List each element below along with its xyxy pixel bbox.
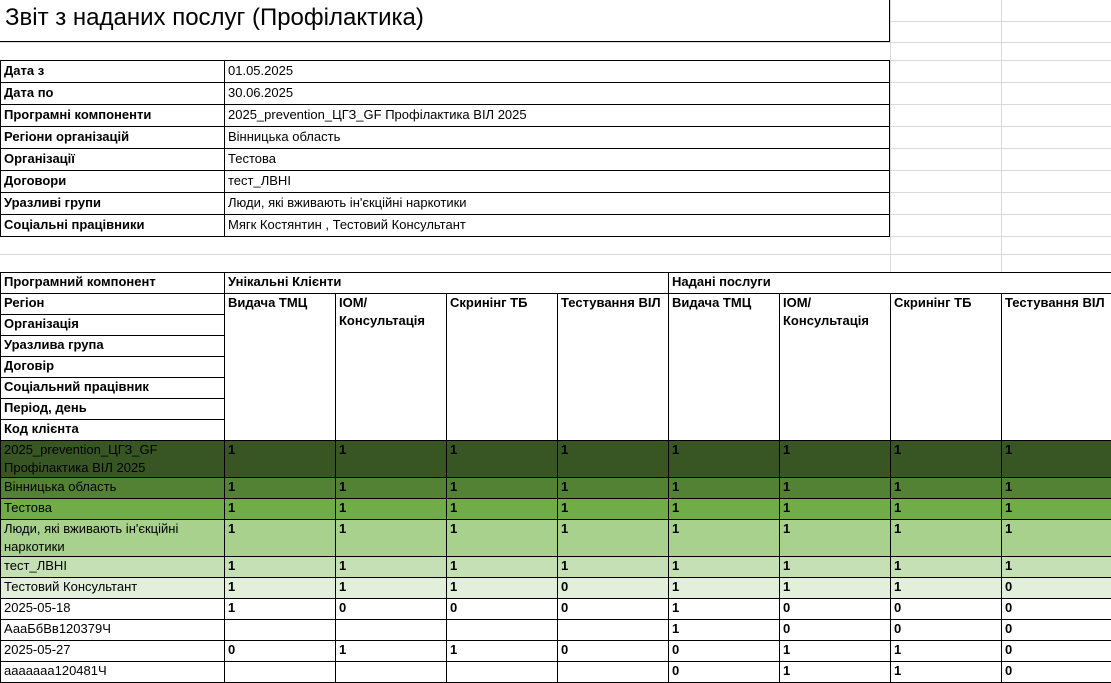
param-row xyxy=(1,61,890,83)
cell-value[interactable]: 1 xyxy=(558,441,669,478)
table-row xyxy=(1,557,1111,578)
row-label[interactable]: Вінницька область xyxy=(1,478,225,499)
header-row xyxy=(1,294,1111,315)
cell-value[interactable]: 1 xyxy=(336,499,447,520)
cell-value[interactable]: 1 xyxy=(669,578,780,599)
dim-header-program-component[interactable]: Програмний компонент xyxy=(1,273,225,294)
cell-value[interactable]: 0 xyxy=(669,641,780,662)
report-parameters-table xyxy=(0,60,890,237)
cell-value[interactable]: 1 xyxy=(780,641,891,662)
cell-value[interactable]: 0 xyxy=(891,599,1002,620)
cell-value[interactable] xyxy=(225,620,336,641)
param-value-date-from[interactable]: 01.05.2025 xyxy=(225,61,890,83)
cell-value[interactable]: 1 xyxy=(669,599,780,620)
cell-value[interactable]: 0 xyxy=(1002,641,1111,662)
param-row xyxy=(1,105,890,127)
cell-value[interactable]: 0 xyxy=(558,578,669,599)
group-header-unique-clients[interactable]: Унікальні Клієнти xyxy=(225,273,669,294)
param-value-vulnerable-groups[interactable]: Люди, які вживають ін'єкційні наркотики xyxy=(225,193,890,215)
metric-header-unique-tmc[interactable]: Видача ТМЦ xyxy=(225,294,336,441)
cell-value[interactable]: 1 xyxy=(225,499,336,520)
cell-value[interactable]: 1 xyxy=(225,578,336,599)
cell-value[interactable]: 1 xyxy=(891,578,1002,599)
row-label[interactable]: 2025_prevention_ЦГЗ_GF Профілактика ВІЛ 2025 xyxy=(1,441,225,478)
dim-header-organization[interactable]: Організація xyxy=(1,315,225,336)
param-label-vulnerable-groups[interactable]: Уразливі групи xyxy=(1,193,225,215)
report-title-cell[interactable] xyxy=(0,0,890,42)
metric-header-unique-consultation[interactable]: ІОМ/ Консультація xyxy=(336,294,447,441)
cell-value[interactable]: 1 xyxy=(669,620,780,641)
cell-value[interactable]: 0 xyxy=(780,620,891,641)
param-value-social-workers[interactable]: Мягк Костянтин , Тестовий Консультант xyxy=(225,215,890,237)
cell-value[interactable]: 1 xyxy=(891,499,1002,520)
cell-value[interactable]: 1 xyxy=(336,441,447,478)
cell-value[interactable]: 1 xyxy=(891,441,1002,478)
cell-value[interactable]: 1 xyxy=(336,557,447,578)
cell-value[interactable] xyxy=(336,662,447,683)
cell-value[interactable]: 1 xyxy=(891,641,1002,662)
cell-value[interactable]: 0 xyxy=(891,620,1002,641)
param-value-regions[interactable]: Вінницька область xyxy=(225,127,890,149)
cell-value[interactable]: 1 xyxy=(1002,499,1111,520)
cell-value[interactable]: 1 xyxy=(780,557,891,578)
cell-value[interactable]: 1 xyxy=(1002,478,1111,499)
cell-value[interactable]: 1 xyxy=(336,520,447,557)
param-label-regions[interactable]: Регіони організацій xyxy=(1,127,225,149)
param-value-date-to[interactable]: 30.06.2025 xyxy=(225,83,890,105)
metric-header-unique-tb-screening[interactable]: Скринінг ТБ xyxy=(447,294,558,441)
metric-header-unique-hiv-testing[interactable]: Тестування ВІЛ xyxy=(558,294,669,441)
cell-value[interactable]: 1 xyxy=(336,641,447,662)
cell-value[interactable]: 1 xyxy=(558,478,669,499)
cell-value[interactable]: 1 xyxy=(780,578,891,599)
cell-value[interactable]: 0 xyxy=(336,599,447,620)
cell-value[interactable]: 1 xyxy=(225,478,336,499)
metric-header-services-tb-screening[interactable]: Скринінг ТБ xyxy=(891,294,1002,441)
table-row xyxy=(1,599,1111,620)
param-row xyxy=(1,193,890,215)
table-row xyxy=(1,578,1111,599)
cell-value[interactable]: 1 xyxy=(1002,441,1111,478)
param-label-date-to[interactable]: Дата по xyxy=(1,83,225,105)
cell-value[interactable]: 1 xyxy=(891,478,1002,499)
row-label[interactable]: 2025-05-18 xyxy=(1,599,225,620)
cell-value[interactable]: 1 xyxy=(225,557,336,578)
param-value-organizations[interactable]: Тестова xyxy=(225,149,890,171)
cell-value[interactable]: 1 xyxy=(447,499,558,520)
services-report-table xyxy=(0,272,1111,683)
cell-value[interactable]: 1 xyxy=(558,499,669,520)
cell-value[interactable] xyxy=(558,662,669,683)
cell-value[interactable] xyxy=(225,662,336,683)
cell-value[interactable]: 1 xyxy=(780,441,891,478)
metric-header-services-hiv-testing[interactable]: Тестування ВІЛ xyxy=(1002,294,1111,441)
cell-value[interactable]: 0 xyxy=(669,662,780,683)
cell-value[interactable]: 0 xyxy=(1002,578,1111,599)
dim-header-contract[interactable]: Договір xyxy=(1,357,225,378)
param-row xyxy=(1,215,890,237)
table-row xyxy=(1,662,1111,683)
dim-header-region[interactable]: Регіон xyxy=(1,294,225,315)
dim-header-social-worker[interactable]: Соціальний працівник xyxy=(1,378,225,399)
dim-header-period-day[interactable]: Період, день xyxy=(1,399,225,420)
cell-value[interactable]: 1 xyxy=(225,441,336,478)
cell-value[interactable]: 1 xyxy=(447,578,558,599)
cell-value[interactable] xyxy=(447,620,558,641)
cell-value[interactable]: 1 xyxy=(447,557,558,578)
param-row xyxy=(1,83,890,105)
cell-value[interactable]: 0 xyxy=(1002,662,1111,683)
row-label[interactable]: ааааааа120481Ч xyxy=(1,662,225,683)
row-label[interactable]: Тестова xyxy=(1,499,225,520)
table-row xyxy=(1,499,1111,520)
cell-value[interactable]: 1 xyxy=(225,599,336,620)
param-label-program-components[interactable]: Програмні компоненти xyxy=(1,105,225,127)
param-label-organizations[interactable]: Організації xyxy=(1,149,225,171)
param-value-program-components[interactable]: 2025_prevention_ЦГЗ_GF Профілактика ВІЛ 2025 xyxy=(225,105,890,127)
cell-value[interactable]: 1 xyxy=(1002,557,1111,578)
param-row xyxy=(1,171,890,193)
param-label-social-workers[interactable]: Соціальні працівники xyxy=(1,215,225,237)
dim-header-vulnerable-group[interactable]: Уразлива група xyxy=(1,336,225,357)
cell-value[interactable] xyxy=(447,662,558,683)
cell-value[interactable]: 0 xyxy=(1002,599,1111,620)
cell-value[interactable]: 1 xyxy=(780,520,891,557)
cell-value[interactable]: 1 xyxy=(447,520,558,557)
cell-value[interactable]: 0 xyxy=(1002,620,1111,641)
param-label-date-from[interactable]: Дата з xyxy=(1,61,225,83)
cell-value[interactable]: 1 xyxy=(669,441,780,478)
cell-value[interactable] xyxy=(336,620,447,641)
row-label[interactable]: Люди, які вживають ін'єкційні наркотики xyxy=(1,520,225,557)
cell-value[interactable]: 1 xyxy=(558,557,669,578)
sheet-gridline xyxy=(0,254,1111,255)
cell-value[interactable]: 1 xyxy=(780,478,891,499)
cell-value[interactable] xyxy=(558,620,669,641)
cell-value[interactable]: 1 xyxy=(669,557,780,578)
header-row xyxy=(1,273,1111,294)
param-row xyxy=(1,149,890,171)
row-label[interactable]: 2025-05-27 xyxy=(1,641,225,662)
cell-value[interactable]: 1 xyxy=(891,557,1002,578)
cell-value[interactable]: 0 xyxy=(558,641,669,662)
cell-value[interactable]: 1 xyxy=(558,520,669,557)
cell-value[interactable]: 0 xyxy=(225,641,336,662)
cell-value[interactable]: 0 xyxy=(447,599,558,620)
dim-header-client-code[interactable]: Код клієнта xyxy=(1,420,225,441)
cell-value[interactable]: 1 xyxy=(891,662,1002,683)
group-header-services[interactable]: Надані послуги xyxy=(669,273,1111,294)
cell-value[interactable]: 1 xyxy=(1002,520,1111,557)
table-row xyxy=(1,641,1111,662)
table-row xyxy=(1,478,1111,499)
sheet-gridline xyxy=(0,42,1111,43)
row-label[interactable]: Тестовий Консультант xyxy=(1,578,225,599)
cell-value[interactable]: 1 xyxy=(447,478,558,499)
cell-value[interactable]: 1 xyxy=(225,520,336,557)
cell-value[interactable]: 1 xyxy=(669,478,780,499)
cell-value[interactable]: 1 xyxy=(780,662,891,683)
cell-value[interactable]: 1 xyxy=(336,478,447,499)
cell-value[interactable]: 1 xyxy=(669,499,780,520)
row-label[interactable]: тест_ЛВНІ xyxy=(1,557,225,578)
cell-value[interactable]: 1 xyxy=(447,441,558,478)
param-row xyxy=(1,127,890,149)
report-title: Звіт з наданих послуг (Профілактика) xyxy=(5,4,424,32)
cell-value[interactable]: 1 xyxy=(891,520,1002,557)
metric-header-services-tmc[interactable]: Видача ТМЦ xyxy=(669,294,780,441)
param-label-contracts[interactable]: Договори xyxy=(1,171,225,193)
cell-value[interactable]: 1 xyxy=(336,578,447,599)
cell-value[interactable]: 0 xyxy=(558,599,669,620)
row-label[interactable]: АааБбВв120379Ч xyxy=(1,620,225,641)
table-row xyxy=(1,441,1111,478)
metric-header-services-consultation[interactable]: ІОМ/ Консультація xyxy=(780,294,891,441)
cell-value[interactable]: 1 xyxy=(447,641,558,662)
table-row xyxy=(1,620,1111,641)
cell-value[interactable]: 0 xyxy=(780,599,891,620)
cell-value[interactable]: 1 xyxy=(780,499,891,520)
param-value-contracts[interactable]: тест_ЛВНІ xyxy=(225,171,890,193)
cell-value[interactable]: 1 xyxy=(669,520,780,557)
table-row xyxy=(1,520,1111,557)
